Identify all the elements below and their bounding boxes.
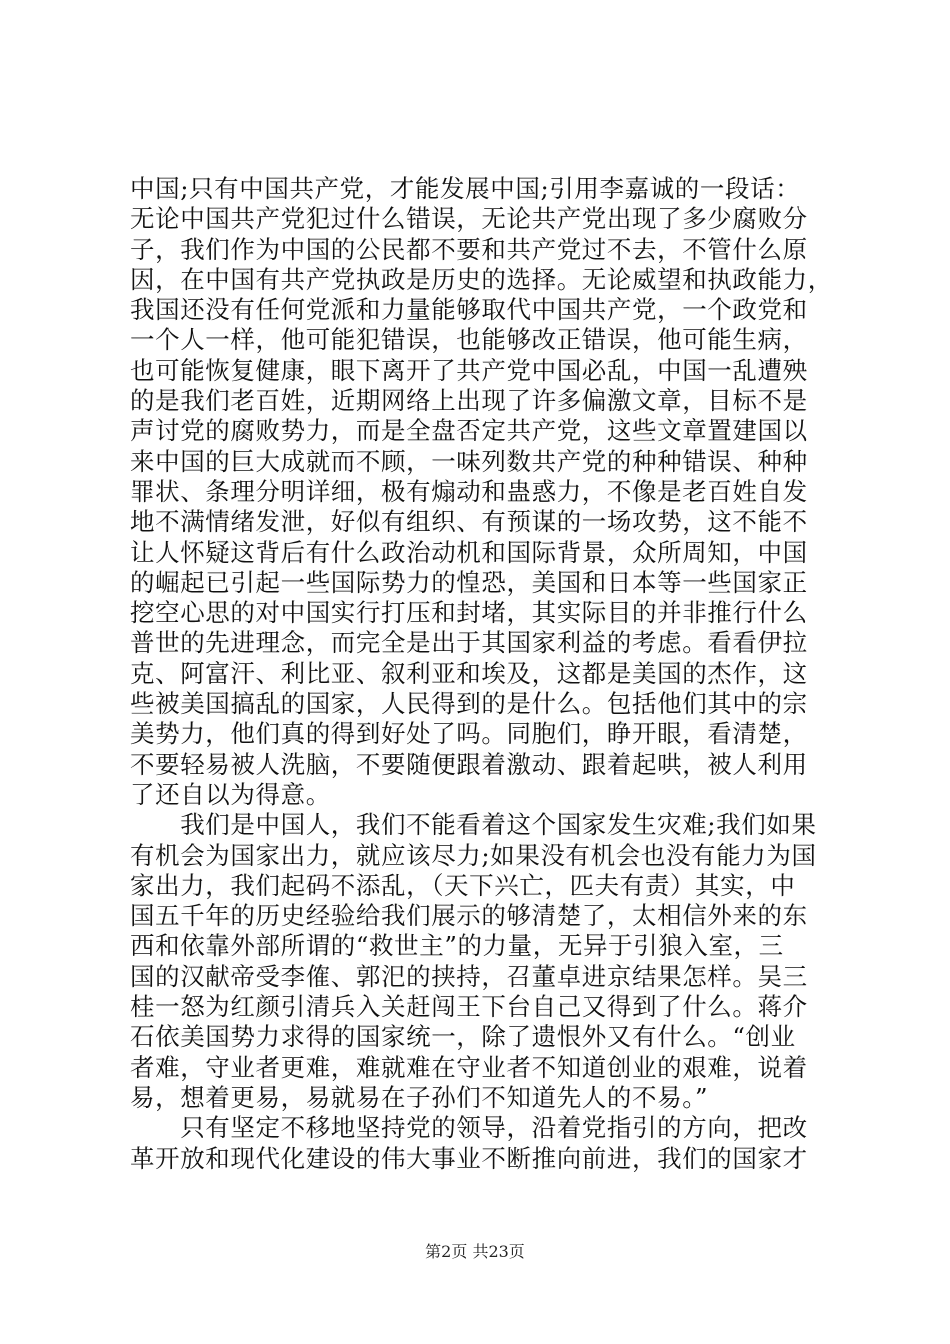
text-line: 不要轻易被人洗脑，不要随便跟着激动、跟着起哄，被人利用 bbox=[130, 749, 808, 779]
page-number-footer: 第2页 共23页 bbox=[425, 1242, 525, 1261]
text-line: 地不满情绪发泄，好似有组织、有预谋的一场攻势，这不能不 bbox=[130, 507, 808, 537]
text-line: 声讨党的腐败势力，而是全盘否定共产党，这些文章置建国以 bbox=[130, 416, 808, 446]
text-line: 中国;只有中国共产党，才能发展中国;引用李嘉诚的一段话： bbox=[130, 174, 801, 203]
text-line: 石依美国势力求得的国家统一，除了遗恨外又有什么。“创业 bbox=[130, 1022, 796, 1052]
text-line: 一个人一样，他可能犯错误，也能够改正错误，他可能生病， bbox=[130, 325, 808, 355]
text-line: 家出力，我们起码不添乱，（天下兴亡，匹夫有责）其实，中 bbox=[130, 870, 796, 900]
text-line: 国的汉献帝受李傕、郭汜的挟持，召董卓进京结果怎样。吴三 bbox=[130, 961, 808, 991]
text-line: 普世的先进理念，而完全是出于其国家利益的考虑。看看伊拉 bbox=[130, 628, 808, 658]
text-line: 来中国的巨大成就而不顾，一味列数共产党的种种错误、种种 bbox=[130, 446, 808, 476]
text-line: 罪状、条理分明详细，极有煽动和蛊惑力，不像是老百姓自发 bbox=[130, 476, 808, 506]
text-line: 者难，守业者更难，难就难在守业者不知道创业的艰难，说着 bbox=[130, 1052, 808, 1082]
paragraph-start-line: 我们是中国人，我们不能看着这个国家发生灾难;我们如果 bbox=[130, 810, 817, 840]
text-line: 我国还没有任何党派和力量能够取代中国共产党，一个政党和 bbox=[130, 295, 808, 325]
text-line: 革开放和现代化建设的伟大事业不断推向前进，我们的国家才 bbox=[130, 1143, 808, 1173]
text-line: 子，我们作为中国的公民都不要和共产党过不去，不管什么原 bbox=[130, 234, 808, 264]
text-line: 克、阿富汗、利比亚、叙利亚和埃及，这都是美国的杰作，这 bbox=[130, 658, 808, 688]
text-line: 些被美国搞乱的国家，人民得到的是什么。包括他们其中的宗 bbox=[130, 689, 808, 719]
text-line: 有机会为国家出力，就应该尽力;如果没有机会也没有能力为国 bbox=[130, 840, 817, 870]
text-line: 易，想着更易，易就易在子孙们不知道先人的不易。” bbox=[130, 1082, 709, 1112]
text-line: 的崛起已引起一些国际势力的惶恐，美国和日本等一些国家正 bbox=[130, 567, 808, 597]
paragraph-start-line: 只有坚定不移地坚持党的领导，沿着党指引的方向，把改 bbox=[130, 1113, 808, 1143]
text-line: 让人怀疑这背后有什么政治动机和国际背景，众所周知，中国 bbox=[130, 537, 808, 567]
text-line: 了还自以为得意。 bbox=[130, 779, 331, 809]
text-line: 美势力，他们真的得到好处了吗。同胞们，睁开眼，看清楚， bbox=[130, 719, 808, 749]
body-text bbox=[130, 174, 845, 1174]
text-line: 西和依靠外部所谓的“救世主”的力量，无异于引狼入室，三 bbox=[130, 931, 784, 961]
text-line: 因，在中国有共产党执政是历史的选择。无论威望和执政能力， bbox=[130, 264, 833, 294]
text-line: 国五千年的历史经验给我们展示的够清楚了，太相信外来的东 bbox=[130, 901, 808, 931]
text-line: 无论中国共产党犯过什么错误，无论共产党出现了多少腐败分 bbox=[130, 204, 808, 234]
text-line: 也可能恢复健康，眼下离开了共产党中国必乱，中国一乱遭殃 bbox=[130, 355, 808, 385]
text-line: 桂一怒为红颜引清兵入关赶闯王下台自己又得到了什么。蒋介 bbox=[130, 992, 808, 1022]
text-line: 挖空心思的对中国实行打压和封堵，其实际目的并非推行什么 bbox=[130, 598, 808, 628]
text-line: 的是我们老百姓，近期网络上出现了许多偏激文章，目标不是 bbox=[130, 386, 808, 416]
